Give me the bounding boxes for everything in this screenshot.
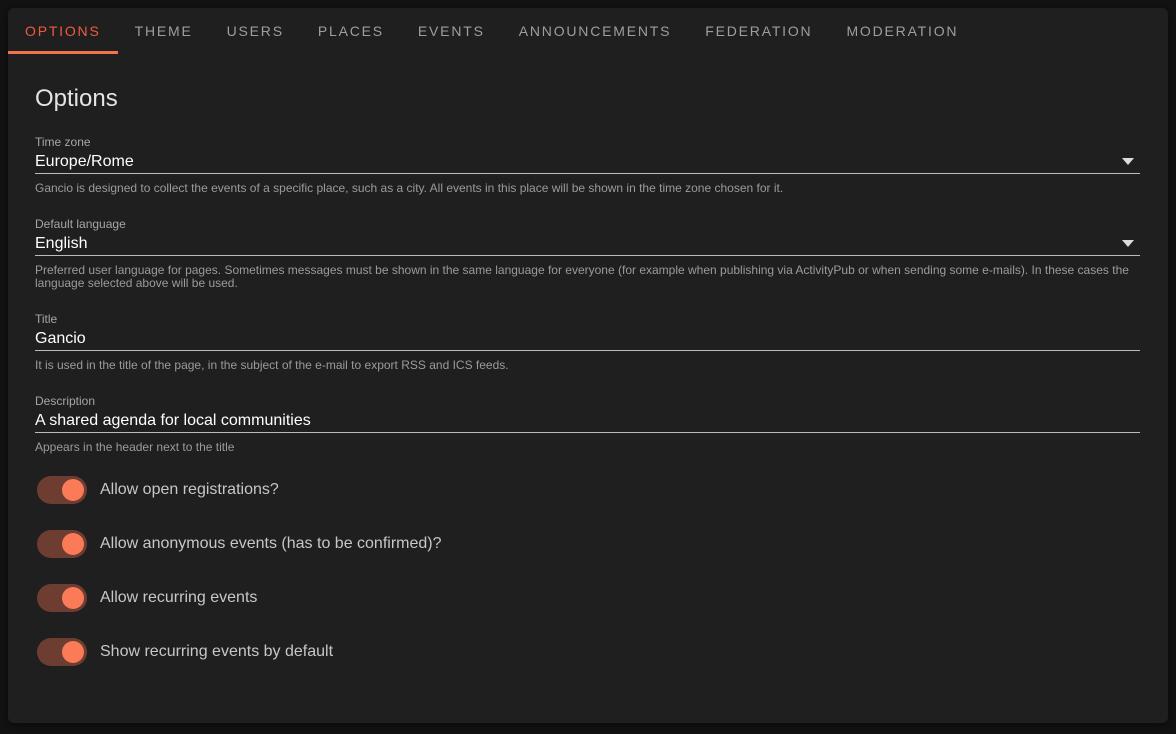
tab-announcements-label: ANNOUNCEMENTS — [518, 23, 672, 39]
tab-users-label: USERS — [226, 23, 284, 39]
title-field — [35, 312, 1140, 372]
tab-options-label: OPTIONS — [25, 23, 101, 39]
tab-places-label: PLACES — [317, 23, 384, 39]
tab-moderation[interactable] — [829, 8, 975, 54]
page-title: Options — [35, 85, 118, 112]
open-registrations-row — [37, 476, 1140, 504]
switch-thumb — [62, 587, 84, 609]
show-recurring-default-row — [37, 638, 1140, 666]
admin-tabbar — [8, 8, 1168, 54]
default-language-label: Default language — [35, 217, 126, 231]
description-field — [35, 394, 1140, 454]
description-value: A shared agenda for local communities — [35, 412, 311, 429]
tab-places[interactable] — [301, 8, 401, 54]
admin-settings-card — [8, 8, 1168, 723]
anonymous-events-label[interactable]: Allow anonymous events (has to be confirmed)? — [100, 535, 442, 552]
description-hint: Appears in the header next to the title — [35, 440, 235, 454]
timezone-value: Europe/Rome — [35, 153, 134, 170]
timezone-label: Time zone — [35, 135, 91, 149]
open-registrations-label[interactable]: Allow open registrations? — [100, 481, 279, 498]
tab-moderation-label: MODERATION — [846, 23, 959, 39]
recurring-events-switch[interactable] — [37, 584, 87, 612]
tab-options[interactable] — [8, 8, 118, 54]
timezone-hint: Gancio is designed to collect the events of a specific place, such as a city. All events in this place will be shown in the time zone chosen for it. — [35, 181, 784, 195]
tab-theme-label: THEME — [134, 23, 193, 39]
menu-down-icon — [1122, 240, 1134, 247]
options-panel — [8, 84, 1168, 666]
tab-events[interactable] — [401, 8, 502, 54]
tab-federation[interactable] — [688, 8, 829, 54]
toggle-group — [35, 476, 1140, 666]
tab-theme[interactable] — [118, 8, 210, 54]
anonymous-events-switch[interactable] — [37, 530, 87, 558]
default-language-field — [35, 217, 1140, 290]
recurring-events-row — [37, 584, 1140, 612]
open-registrations-switch[interactable] — [37, 476, 87, 504]
timezone-field — [35, 135, 1140, 195]
tab-users[interactable] — [210, 8, 301, 54]
tab-announcements[interactable] — [502, 8, 689, 54]
menu-down-icon — [1122, 158, 1134, 165]
default-language-value: English — [35, 235, 88, 252]
active-tab-slider — [8, 51, 118, 54]
timezone-select[interactable] — [35, 149, 1140, 174]
show-recurring-default-label[interactable]: Show recurring events by default — [100, 643, 334, 660]
default-language-hint: Preferred user language for pages. Sometimes messages must be shown in the same language for everyone (for example when publishing via ActivityPub or when sending some e-mails). In these cases the language selected above will be used. — [35, 263, 1129, 290]
switch-thumb — [62, 533, 84, 555]
title-hint: It is used in the title of the page, in the subject of the e-mail to export RSS and ICS feeds. — [35, 358, 509, 372]
tab-federation-label: FEDERATION — [705, 23, 813, 39]
title-input[interactable] — [35, 326, 1140, 351]
title-value: Gancio — [35, 330, 86, 347]
tab-events-label: EVENTS — [417, 23, 485, 39]
description-input[interactable] — [35, 408, 1140, 433]
switch-thumb — [62, 641, 84, 663]
anonymous-events-row — [37, 530, 1140, 558]
recurring-events-label[interactable]: Allow recurring events — [100, 589, 258, 606]
show-recurring-default-switch[interactable] — [37, 638, 87, 666]
description-label: Description — [35, 394, 96, 408]
default-language-select[interactable] — [35, 231, 1140, 256]
title-label: Title — [35, 312, 58, 326]
switch-thumb — [62, 479, 84, 501]
